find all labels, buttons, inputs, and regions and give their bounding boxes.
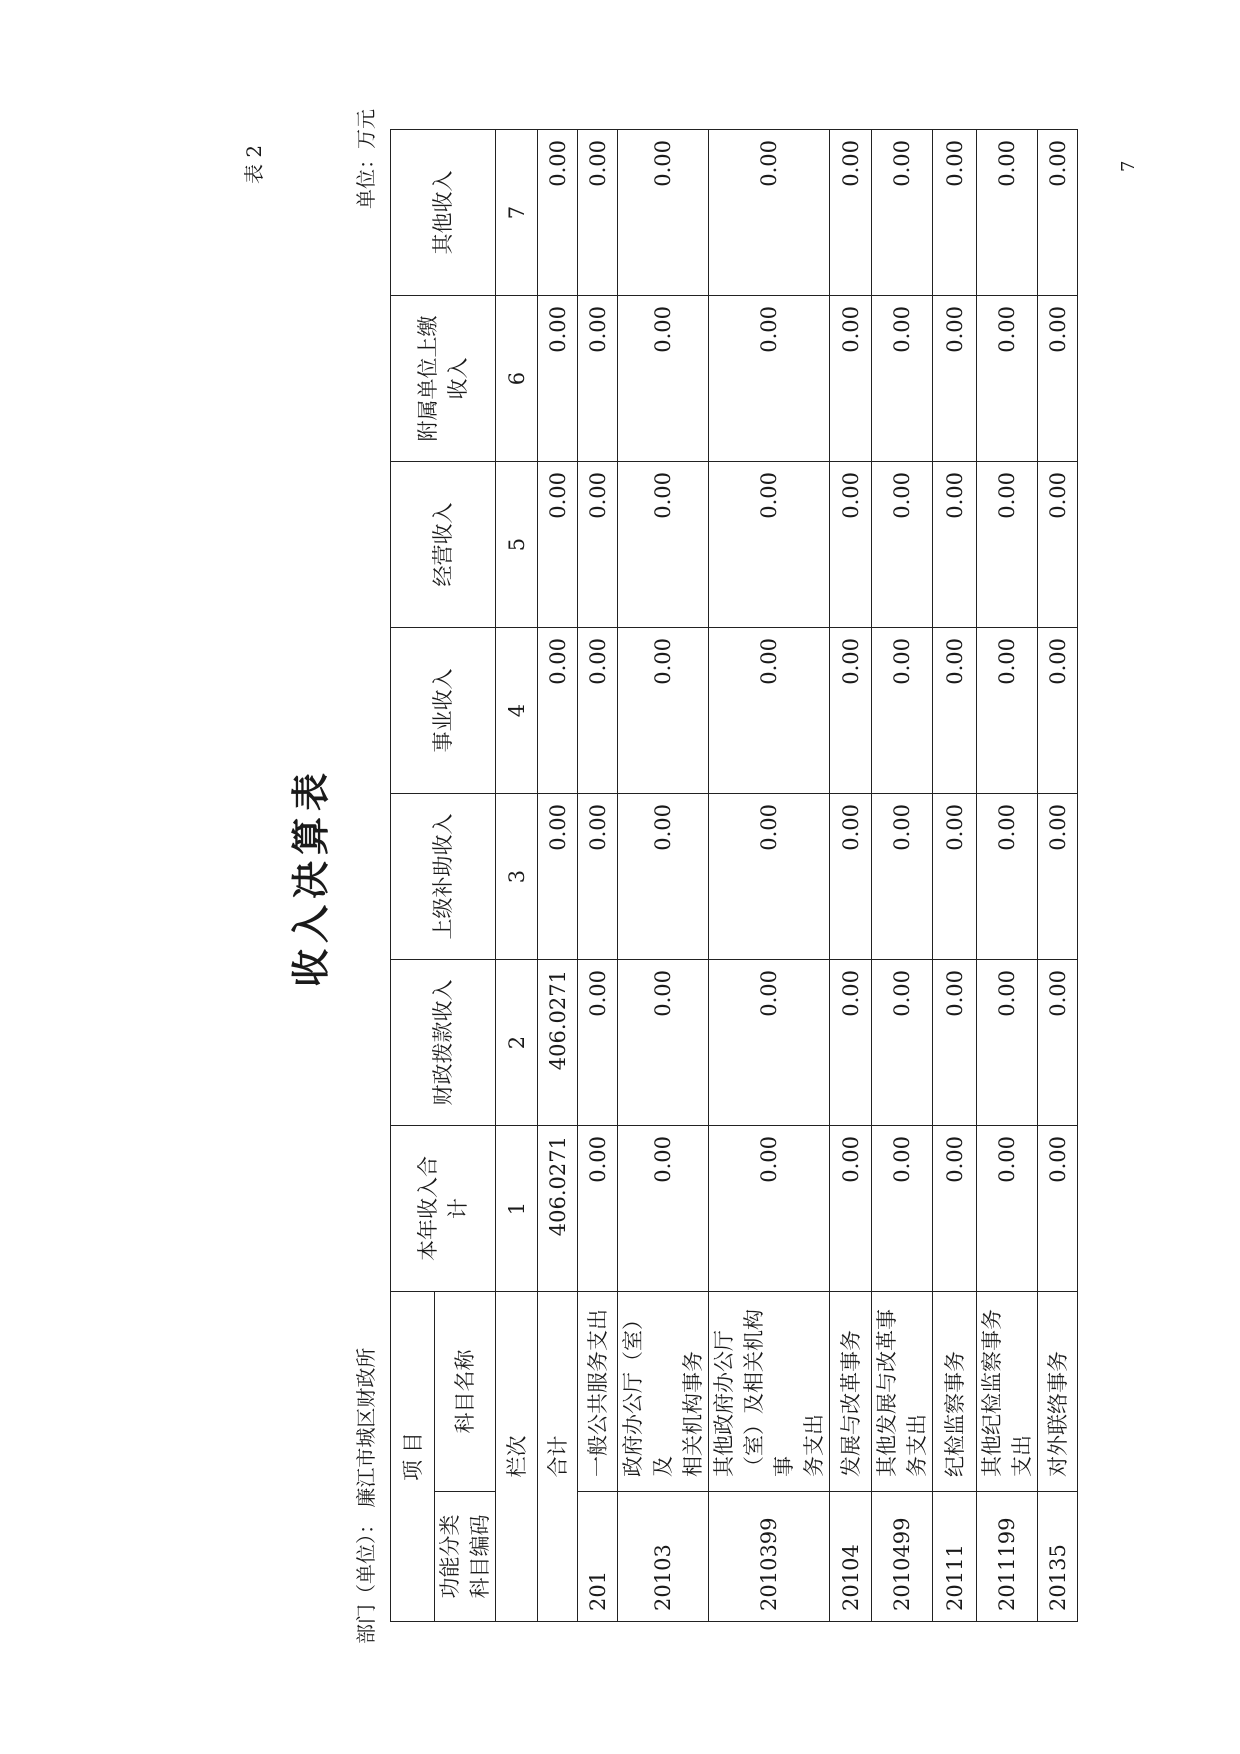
row-value: 0.00	[977, 1126, 1038, 1292]
row-value: 0.00	[977, 960, 1038, 1126]
row-value: 0.00	[618, 462, 709, 628]
row-value: 0.00	[578, 296, 618, 462]
col-number: 3	[496, 794, 538, 960]
row-value: 0.00	[709, 130, 830, 296]
col-number: 4	[496, 628, 538, 794]
table-row	[618, 130, 709, 1622]
row-value: 0.00	[977, 296, 1038, 462]
row-value: 0.00	[872, 296, 933, 462]
row-code: 2010499	[872, 1492, 933, 1622]
row-value: 0.00	[933, 960, 977, 1126]
row-value: 0.00	[933, 462, 977, 628]
row-code: 20104	[830, 1492, 872, 1622]
table-number: 表 2	[242, 144, 266, 184]
col-index-row	[496, 130, 538, 1622]
row-value: 0.00	[1038, 462, 1078, 628]
row-name: 对外联络事务	[1038, 1292, 1078, 1492]
total-value: 0.00	[538, 130, 578, 296]
row-code: 20135	[1038, 1492, 1078, 1622]
total-value: 0.00	[538, 794, 578, 960]
row-value: 0.00	[872, 130, 933, 296]
header-row	[391, 130, 435, 1622]
row-value: 0.00	[872, 960, 933, 1126]
header-col: 上级补助收入	[391, 794, 496, 960]
row-value: 0.00	[872, 462, 933, 628]
row-code: 20111	[933, 1492, 977, 1622]
header-col: 本年收入合 计	[391, 1126, 496, 1292]
header-col: 财政拨款收入	[391, 960, 496, 1126]
department-label: 部门（单位）： 廉江市城区财政所	[354, 1347, 378, 1644]
row-value: 0.00	[830, 296, 872, 462]
row-value: 0.00	[830, 628, 872, 794]
row-name: 政府办公厅（室）及 相关机构事务	[618, 1292, 709, 1492]
page-title: 收入决算表	[289, 767, 333, 988]
row-value: 0.00	[830, 794, 872, 960]
total-value: 0.00	[538, 296, 578, 462]
total-value: 0.00	[538, 462, 578, 628]
total-label: 合计	[538, 1292, 578, 1622]
unit-label: 单位：万元	[354, 109, 378, 209]
row-value: 0.00	[1038, 1126, 1078, 1292]
row-value: 0.00	[977, 794, 1038, 960]
row-value: 0.00	[1038, 130, 1078, 296]
col-number: 7	[496, 130, 538, 296]
row-name: 发展与改革事务	[830, 1292, 872, 1492]
row-name: 其他政府办公厅 （室）及相关机构事 务支出	[709, 1292, 830, 1492]
row-value: 0.00	[830, 1126, 872, 1292]
total-value: 406.0271	[538, 960, 578, 1126]
row-value: 0.00	[578, 794, 618, 960]
header-col: 经营收入	[391, 462, 496, 628]
total-value: 406.0271	[538, 1126, 578, 1292]
header-subject-name: 科目名称	[435, 1292, 496, 1492]
row-value: 0.00	[977, 628, 1038, 794]
header-func-code: 功能分类 科目编码	[435, 1492, 496, 1622]
row-value: 0.00	[709, 1126, 830, 1292]
row-value: 0.00	[872, 794, 933, 960]
header-project: 项 目	[391, 1292, 435, 1622]
row-value: 0.00	[933, 628, 977, 794]
col-number: 5	[496, 462, 538, 628]
row-value: 0.00	[933, 130, 977, 296]
row-value: 0.00	[1038, 794, 1078, 960]
table-row	[933, 130, 977, 1622]
row-code: 20103	[618, 1492, 709, 1622]
row-value: 0.00	[977, 462, 1038, 628]
row-value: 0.00	[830, 960, 872, 1126]
row-value: 0.00	[618, 960, 709, 1126]
row-code: 2011199	[977, 1492, 1038, 1622]
col-number: 1	[496, 1126, 538, 1292]
table-row	[578, 130, 618, 1622]
row-value: 0.00	[618, 794, 709, 960]
col-number: 2	[496, 960, 538, 1126]
row-value: 0.00	[709, 794, 830, 960]
row-value: 0.00	[933, 1126, 977, 1292]
income-table	[390, 129, 1078, 1622]
table-row	[709, 130, 830, 1622]
row-value: 0.00	[1038, 628, 1078, 794]
table-row	[977, 130, 1038, 1622]
row-value: 0.00	[618, 296, 709, 462]
row-value: 0.00	[830, 462, 872, 628]
header-col: 事业收入	[391, 628, 496, 794]
row-value: 0.00	[618, 130, 709, 296]
row-name: 其他纪检监察事务 支出	[977, 1292, 1038, 1492]
row-value: 0.00	[578, 628, 618, 794]
table-row	[872, 130, 933, 1622]
row-value: 0.00	[709, 628, 830, 794]
total-row	[538, 130, 578, 1622]
row-name: 其他发展与改革事 务支出	[872, 1292, 933, 1492]
row-value: 0.00	[830, 130, 872, 296]
row-value: 0.00	[933, 296, 977, 462]
row-value: 0.00	[578, 130, 618, 296]
row-value: 0.00	[1038, 960, 1078, 1126]
row-value: 0.00	[977, 130, 1038, 296]
total-value: 0.00	[538, 628, 578, 794]
col-number: 6	[496, 296, 538, 462]
col-index-label: 栏次	[496, 1292, 538, 1622]
row-code: 2010399	[709, 1492, 830, 1622]
row-value: 0.00	[933, 794, 977, 960]
row-value: 0.00	[872, 1126, 933, 1292]
page-number: 7	[1118, 160, 1139, 172]
row-value: 0.00	[709, 296, 830, 462]
header-col: 附属单位上缴 收入	[391, 296, 496, 462]
row-value: 0.00	[709, 462, 830, 628]
row-value: 0.00	[578, 960, 618, 1126]
header-col: 其他收入	[391, 130, 496, 296]
row-value: 0.00	[709, 960, 830, 1126]
row-value: 0.00	[618, 1126, 709, 1292]
table-row	[1038, 130, 1078, 1622]
row-value: 0.00	[578, 462, 618, 628]
row-code: 201	[578, 1492, 618, 1622]
table-row	[830, 130, 872, 1622]
row-value: 0.00	[578, 1126, 618, 1292]
row-name: 一般公共服务支出	[578, 1292, 618, 1492]
row-value: 0.00	[872, 628, 933, 794]
row-value: 0.00	[618, 628, 709, 794]
row-value: 0.00	[1038, 296, 1078, 462]
row-name: 纪检监察事务	[933, 1292, 977, 1492]
